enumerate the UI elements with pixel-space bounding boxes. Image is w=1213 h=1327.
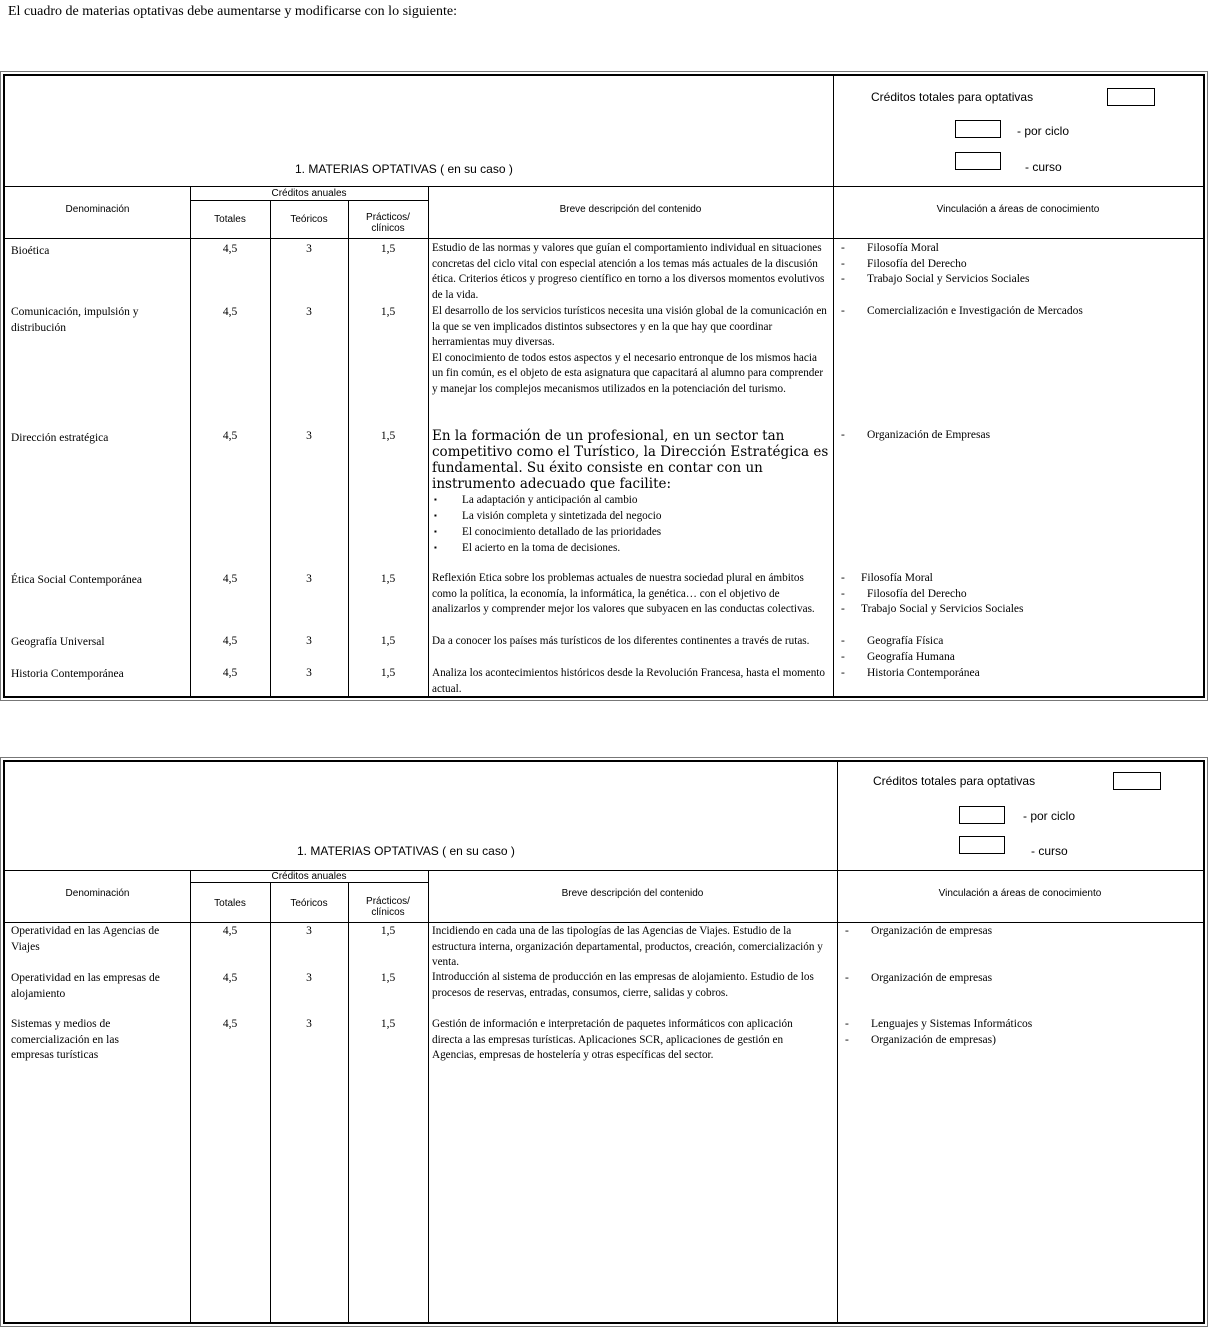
por-ciclo-label: - por ciclo <box>1017 124 1070 138</box>
row-name: Historia Contemporánea <box>11 668 124 680</box>
row-practicos: 1,5 <box>380 1018 396 1030</box>
row-name: Geografía Universal <box>11 636 105 648</box>
row-teoricos: 3 <box>306 972 312 984</box>
row-name: Sistemas y medios de comercialización en las empresas turísticas <box>11 1018 119 1061</box>
row-totales: 4,5 <box>222 972 238 984</box>
row-totales: 4,5 <box>222 925 238 937</box>
col-descripcion: Breve descripción del contenido <box>561 888 704 899</box>
row-description: Gestión de información e interpretación de paquetes informáticos con aplicación directa a las empresas turísticas. Aplicaciones SCR, aplicaciones de gestión en Agencias, empresas de hostelería y otras específicas del sector. <box>432 1018 793 1062</box>
por-ciclo-box <box>959 806 1005 824</box>
row-description: Reflexión Etica sobre los problemas actuales de nuestra sociedad plural en ámbitos como la política, la economía, la informática, la genética… con el objetivo de analizarlos y comprender mejor los valores que subyacen en las conductas colectivas. <box>432 572 815 616</box>
row-totales: 4,5 <box>222 573 238 585</box>
curso-label: - curso <box>1031 844 1068 858</box>
curso-box <box>959 836 1005 854</box>
row-description: Estudio de las normas y valores que guían el comportamiento individual en situaciones concretas del ciclo vital con especial atención a los temas más actuales de la discusión ética. Criterios éticos y progreso científico en torno a los diversos momentos evolutivos de la vida. <box>432 242 825 301</box>
por-ciclo-box <box>955 120 1001 138</box>
creditos-totales-label: Créditos totales para optativas <box>873 774 1036 788</box>
row-teoricos: 3 <box>306 430 312 442</box>
row-description: Da a conocer los países más turísticos de los diferentes continentes a través de rutas. <box>432 635 810 647</box>
optativas-table-1 <box>3 74 1205 698</box>
row-description: En la formación de un profesional, en un sector tan competitivo como el Turístico, la Dirección Estratégica es fundamental. Su éxito consiste en contar con un instrumento adecuado que facilite: ▪ La adaptación y anticipación al cambio ▪ La visión completa y sintetizada del negocio ▪ El conocimiento detallado de las prioridades ▪ El acierto en la toma de decisiones. <box>432 428 830 556</box>
row-name: Ética Social Contemporánea <box>11 574 142 586</box>
col-totales: Totales <box>214 214 246 225</box>
row-practicos: 1,5 <box>380 972 396 984</box>
row-teoricos: 3 <box>306 635 312 647</box>
row-practicos: 1,5 <box>380 430 396 442</box>
row-teoricos: 3 <box>306 573 312 585</box>
row-totales: 4,5 <box>222 667 238 679</box>
row-name: Operatividad en las empresas de alojamiento <box>11 972 160 1000</box>
row-totales: 4,5 <box>222 243 238 255</box>
creditos-totales-box <box>1107 88 1155 106</box>
row-totales: 4,5 <box>222 430 238 442</box>
col-creditos-anuales: Créditos anuales <box>271 188 347 199</box>
row-description: Introducción al sistema de producción en las empresas de alojamiento. Estudio de los procesos de reservas, entradas, consumos, cierre, salidas y cobros. <box>432 971 814 999</box>
intro-text: El cuadro de materias optativas debe aumentarse y modificarse con lo siguiente: <box>8 4 458 19</box>
table-header-block <box>5 76 1203 187</box>
row-practicos: 1,5 <box>380 635 396 647</box>
col-practicos: Prácticos/ clínicos <box>366 896 410 918</box>
col-vinculacion: Vinculación a áreas de conocimiento <box>936 204 1100 215</box>
row-areas: - Filosofía Moral - Filosofía del Derecho - Trabajo Social y Servicios Sociales <box>841 572 1024 615</box>
creditos-totales-label: Créditos totales para optativas <box>871 90 1034 104</box>
bullet-item: ▪ El acierto en la toma de decisiones. <box>432 540 830 556</box>
row-practicos: 1,5 <box>380 667 396 679</box>
bullet-item: ▪ La visión completa y sintetizada del negocio <box>432 508 830 524</box>
row-areas: - Lenguajes y Sistemas Informáticos - Organización de empresas) <box>845 1018 1033 1046</box>
materias-title: 1. MATERIAS OPTATIVAS ( en su caso ) <box>297 844 515 858</box>
row-areas: - Historia Contemporánea <box>841 667 980 679</box>
row-teoricos: 3 <box>306 243 312 255</box>
por-ciclo-label: - por ciclo <box>1023 809 1076 823</box>
row-areas: - Comercialización e Investigación de Mercados <box>841 305 1083 317</box>
row-teoricos: 3 <box>306 925 312 937</box>
row-name: Bioética <box>11 245 50 257</box>
row-areas: - Geografía Física - Geografía Humana <box>841 635 955 663</box>
row-name: Comunicación, impulsión y distribución <box>11 306 139 334</box>
row-areas: - Organización de empresas <box>845 972 993 984</box>
row-name: Dirección estratégica <box>11 432 109 444</box>
row-description: El desarrollo de los servicios turísticos necesita una visión global de la comunicación en la que se ven implicados distintos subsectores y en la que hay que coordinar herramientas muy diversas. El conocimiento de todos estos aspectos y el necesario entronque de los mismos hacia un fin común, es el objeto de esta asignatura que capacitará al alumno para comprender y manejar los complejos mecanismos utilizados en la potenciación del turismo. <box>432 305 827 395</box>
row-name: Operatividad en las Agencias de Viajes <box>11 925 160 953</box>
row-teoricos: 3 <box>306 306 312 318</box>
row-teoricos: 3 <box>306 1018 312 1030</box>
bullet-item: ▪ El conocimiento detallado de las prioridades <box>432 524 830 540</box>
col-totales: Totales <box>214 898 246 909</box>
col-creditos-anuales: Créditos anuales <box>271 871 347 882</box>
col-denominacion: Denominación <box>65 888 130 899</box>
row-practicos: 1,5 <box>380 925 396 937</box>
row-description: Analiza los acontecimientos históricos desde la Revolución Francesa, hasta el momento actual. <box>432 667 826 695</box>
optativas-table-2 <box>3 760 1205 1324</box>
col-practicos: Prácticos/ clínicos <box>366 212 410 234</box>
col-teoricos: Teóricos <box>290 898 328 909</box>
col-teoricos: Teóricos <box>290 214 328 225</box>
row-practicos: 1,5 <box>380 573 396 585</box>
row-totales: 4,5 <box>222 635 238 647</box>
col-denominacion: Denominación <box>65 204 130 215</box>
row-areas: - Organización de empresas <box>845 925 993 937</box>
curso-label: - curso <box>1025 160 1062 174</box>
col-vinculacion: Vinculación a áreas de conocimiento <box>938 888 1102 899</box>
row-areas: - Organización de Empresas <box>841 429 991 441</box>
row-totales: 4,5 <box>222 306 238 318</box>
row-practicos: 1,5 <box>380 243 396 255</box>
bullet-item: ▪ La adaptación y anticipación al cambio <box>432 492 830 508</box>
col-descripcion: Breve descripción del contenido <box>559 204 702 215</box>
table-header-block <box>5 762 1203 871</box>
materias-title: 1. MATERIAS OPTATIVAS ( en su caso ) <box>295 162 513 176</box>
row-totales: 4,5 <box>222 1018 238 1030</box>
row-description: Incidiendo en cada una de las tipologías de las Agencias de Viajes. Estudio de la estructura interna, organización departamental, productos, creación, comercialización y venta. <box>432 925 823 969</box>
row-practicos: 1,5 <box>380 306 396 318</box>
curso-box <box>955 152 1001 170</box>
row-teoricos: 3 <box>306 667 312 679</box>
creditos-totales-box <box>1113 772 1161 790</box>
row-areas: - Filosofía Moral - Filosofía del Derecho - Trabajo Social y Servicios Sociales <box>841 242 1030 285</box>
